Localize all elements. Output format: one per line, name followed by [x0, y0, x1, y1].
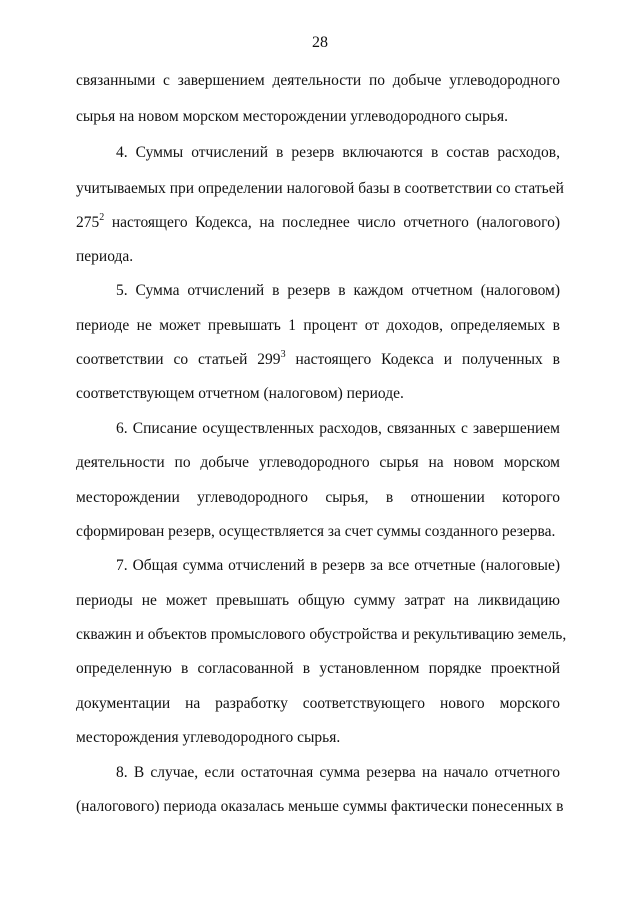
text-fragment: соответствии со статьей 299 [76, 351, 281, 368]
text-line: 6. Списание осуществленных расходов, связанных с завершением [116, 420, 560, 437]
text-fragment: настоящего Кодекса и полученных в [285, 351, 560, 368]
text-line: сырья на новом морском месторождении углеводородного сырья. [76, 108, 509, 125]
text-line [76, 212, 560, 234]
text-line: периоды не может превышать общую сумму затрат на ликвидацию [76, 592, 560, 609]
text-line: 8. В случае, если остаточная сумма резерва на начало отчетного [116, 764, 560, 781]
text-line: сформирован резерв, осуществляется за счет суммы созданного резерва. [76, 523, 556, 540]
text-line [76, 349, 560, 371]
text-line: определенную в согласованной в установленном порядке проектной [76, 660, 560, 677]
text-line: месторождении углеводородного сырья, в отношении которого [76, 489, 560, 506]
text-line: месторождения углеводородного сырья. [76, 729, 341, 746]
text-fragment: 275 [76, 214, 100, 231]
text-line: скважин и объектов промыслового обустройства и рекультивацию земель, [76, 626, 567, 643]
text-fragment: настоящего Кодекса, на последнее число отчетного (налогового) [104, 214, 560, 231]
superscript: 3 [280, 348, 286, 360]
text-line: (налогового) периода оказалась меньше суммы фактически понесенных в [76, 798, 564, 815]
text-line: деятельности по добыче углеводородного сырья на новом морском [76, 454, 560, 471]
text-line: учитываемых при определении налоговой базы в соответствии со статьей [76, 180, 564, 197]
text-line: периода. [76, 248, 134, 265]
text-line: 4. Суммы отчислений в резерв включаются в состав расходов, [116, 144, 560, 161]
text-line: 7. Общая сумма отчислений в резерв за все отчетные (налоговые) [116, 557, 560, 574]
page-number: 28 [312, 34, 328, 51]
text-line: связанными с завершением деятельности по добыче углеводородного [76, 72, 560, 89]
text-line: соответствующем отчетном (налоговом) периоде. [76, 385, 404, 402]
text-line: периоде не может превышать 1 процент от доходов, определяемых в [76, 317, 560, 334]
superscript: 2 [99, 211, 105, 223]
text-line: документации на разработку соответствующего нового морского [76, 695, 560, 712]
text-line: 5. Сумма отчислений в резерв в каждом отчетном (налоговом) [116, 282, 560, 299]
